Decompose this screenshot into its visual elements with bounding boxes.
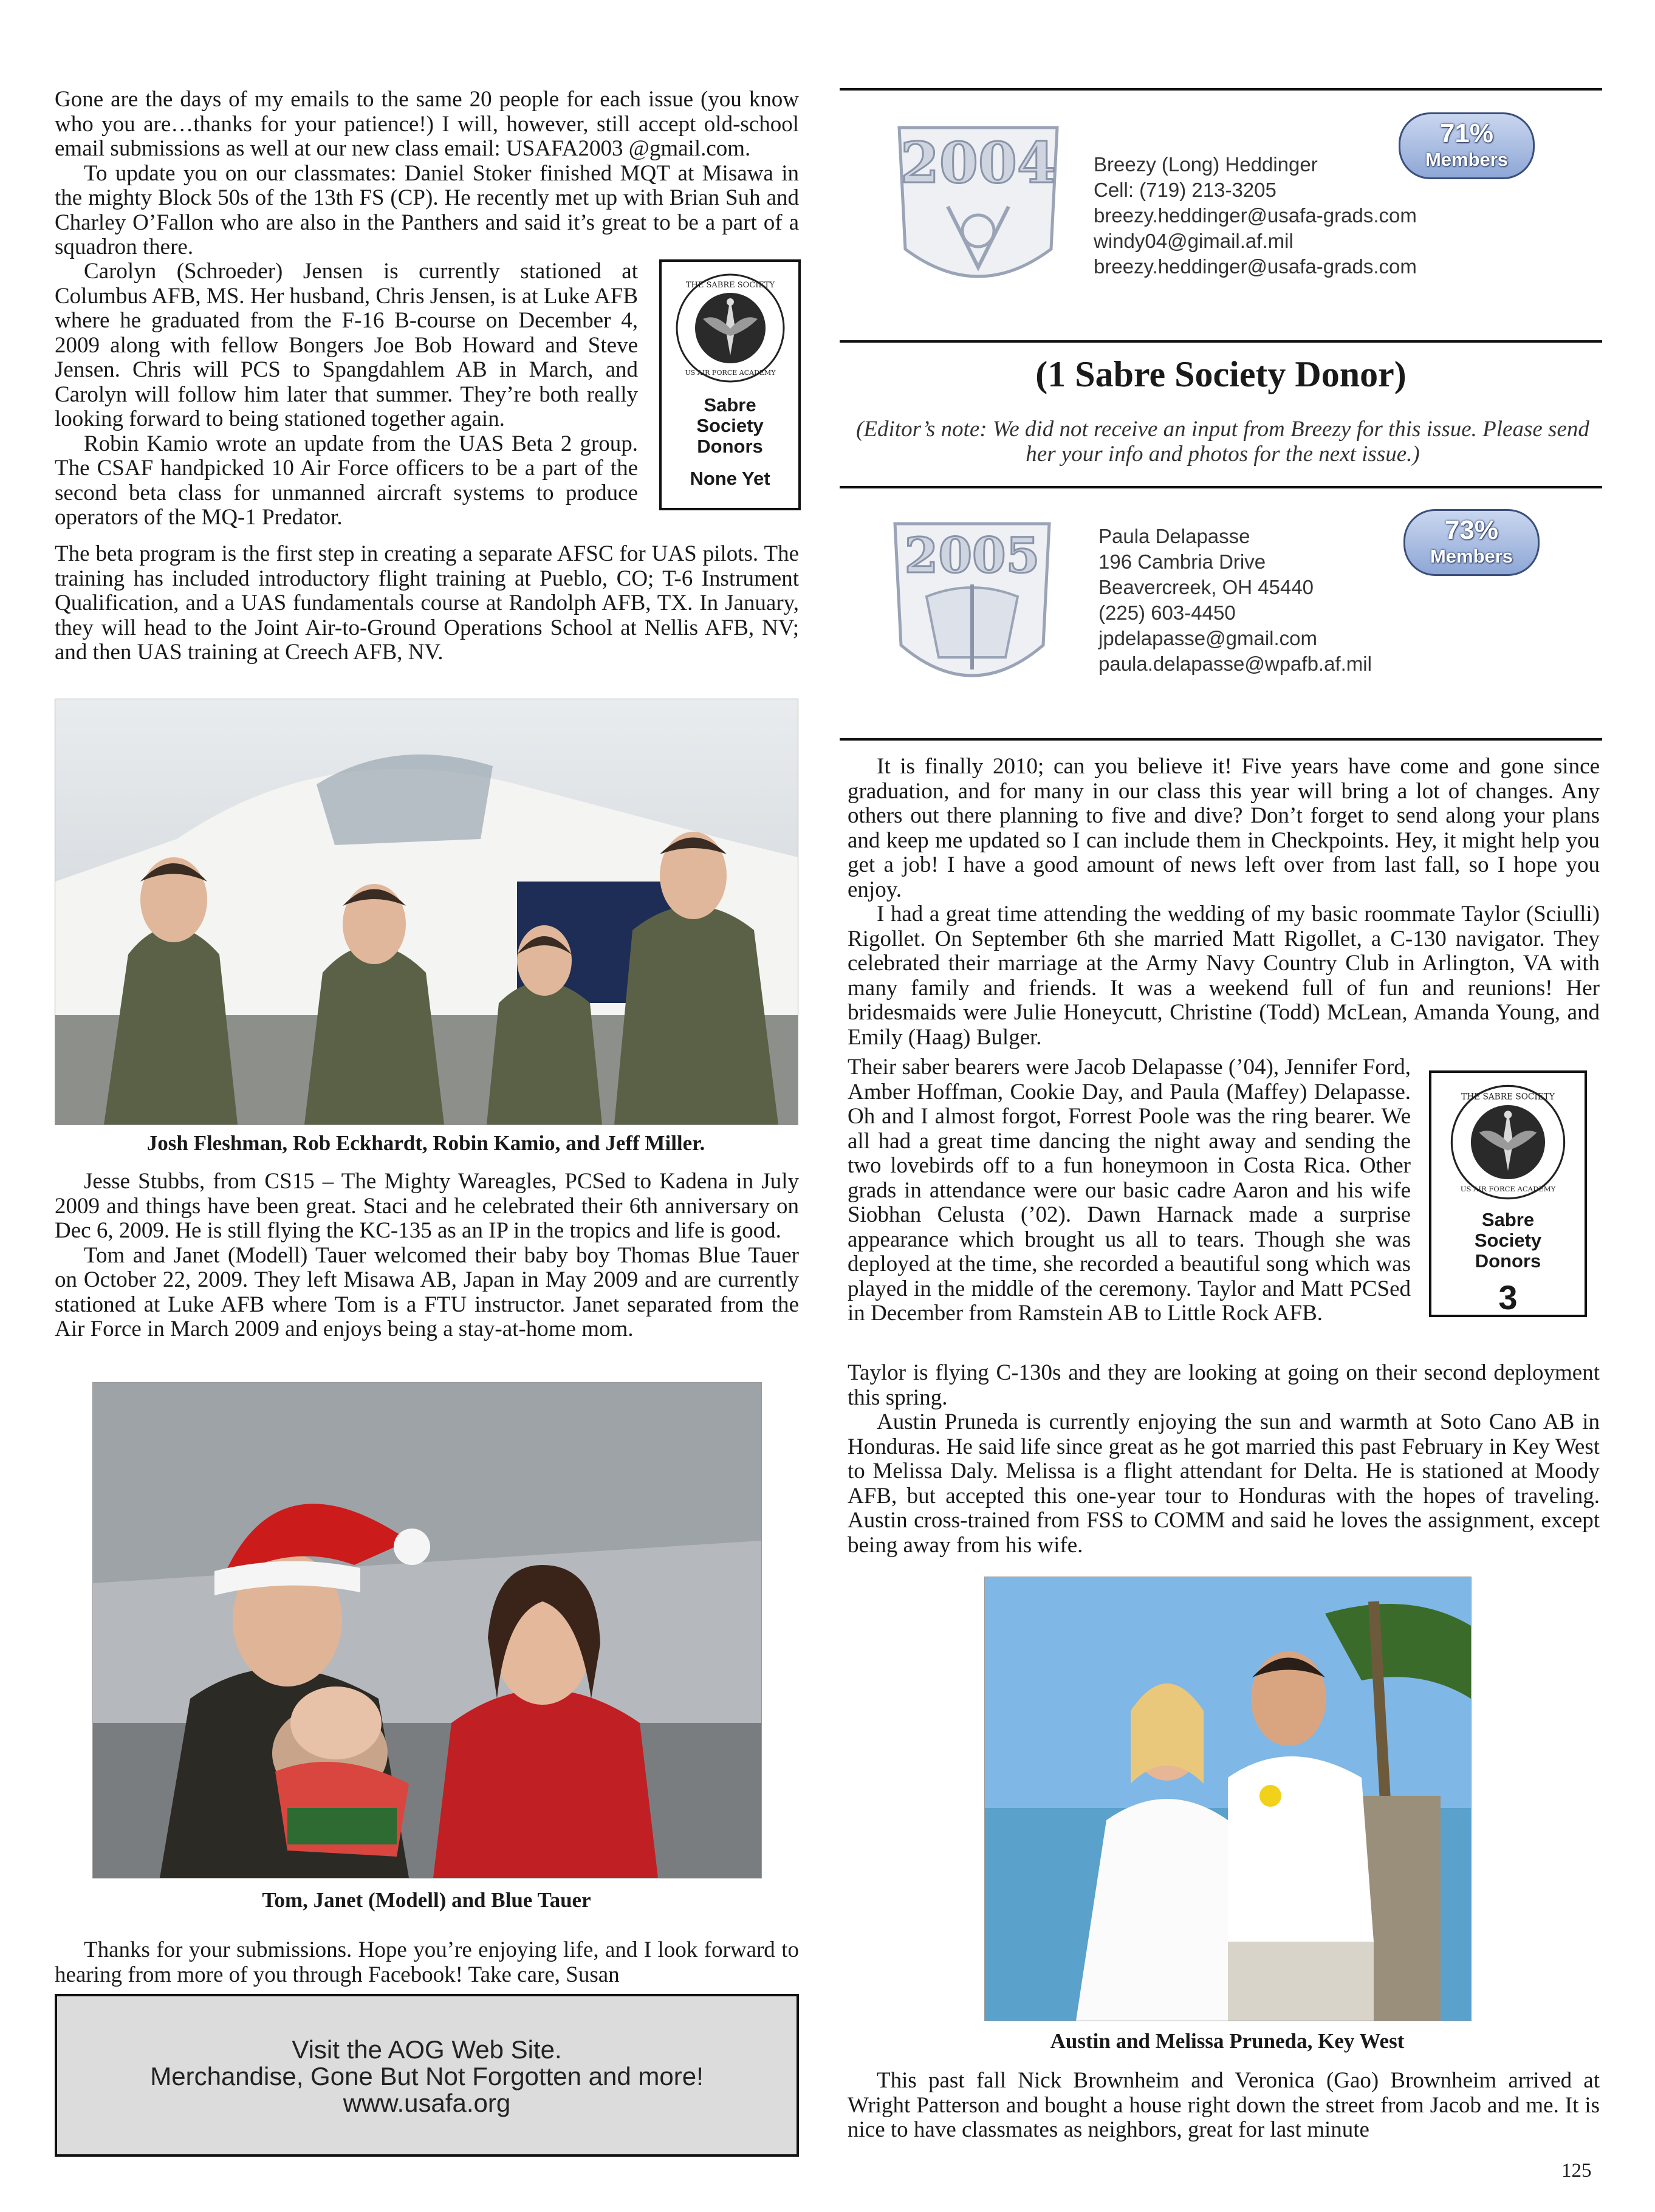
svg-text:THE SABRE SOCIETY: THE SABRE SOCIETY — [1461, 1092, 1555, 1102]
page-number: 125 — [1561, 2160, 1592, 2182]
class-2004-name: Breezy (Long) Heddinger — [1094, 153, 1318, 176]
svg-text:US AIR FORCE ACADEMY: US AIR FORCE ACADEMY — [685, 369, 775, 377]
aog-line2: Merchandise, Gone But Not Forgotten and more! — [150, 2062, 704, 2090]
class-2005-membership-badge — [1403, 509, 1540, 576]
rule-mid-right-3 — [840, 738, 1602, 741]
sabre-society-seal-icon — [673, 270, 788, 386]
left-wrap-text — [55, 259, 638, 530]
right-wrap-text — [848, 1055, 1411, 1326]
aog-line1: Visit the AOG Web Site. — [292, 2035, 562, 2064]
stoker-paragraph: To update you on our classmates: Daniel Stoker finished MQT at Misawa in the mighty Block 50s of the 13th FS (CP). He recently met up with Brian Suh and Charley O’Fallon who are also in the Panthers and said it’s great to be a part of a squadron there. — [55, 160, 799, 259]
sabre-donor-title: (1 Sabre Society Donor) — [1035, 354, 1407, 394]
aog-url-link[interactable]: www.usafa.org — [343, 2089, 511, 2117]
rule-mid-right-1 — [840, 340, 1602, 343]
rule-mid-right-2 — [840, 486, 1602, 488]
austin-paragraph: Austin Pruneda is currently enjoying the sun and warmth at Soto Cano AB in Honduras. He said life since great as he got married this past February in Key West to Melissa Daly. Melissa is a flight attendant for Delta. He is stationed at Moody AFB, but accepted this one-year tour to Honduras with the hopes of traveling. Austin cross-trained from FSS to COMM and said he loves the assignment, except being away from his wife. — [848, 1409, 1600, 1558]
left-mid-text — [55, 1169, 799, 1342]
photo-tauer-family — [92, 1382, 762, 1878]
left-closing — [55, 1938, 799, 1987]
class-2005-crest-year: 2005 — [904, 527, 1040, 584]
svg-text:US AIR FORCE ACADEMY: US AIR FORCE ACADEMY — [1460, 1185, 1556, 1194]
sabre-society-label-right: Sabre Society Donors — [1474, 1209, 1542, 1272]
right-after-wrap — [848, 1361, 1600, 1558]
sabre-society-label: Sabre Society Donors — [696, 394, 764, 457]
tauer-paragraph: Tom and Janet (Modell) Tauer welcomed their baby boy Thomas Blue Tauer on October 22, 2009. They left Misawa AB, Japan in May 2009 and are currently stationed at Luke AFB where Tom is a FTU instructor. Janet separated from the Air Force in March 2009 and enjoys being a stay-at-home mom. — [55, 1242, 799, 1341]
closing-paragraph: Thanks for your submissions. Hope you’re enjoying life, and I look forward to hearing from more of you through Facebook! Take care, Susan — [55, 1937, 799, 1987]
brownheim-paragraph: This past fall Nick Brownheim and Veronica (Gao) Brownheim arrived at Wright Patterson and bought a house right down the street from Jacob and me. It is nice to have classmates as neighbors, great for last minute — [848, 2068, 1600, 2142]
sabre-society-box-left — [659, 259, 801, 510]
class-2005-email2[interactable]: paula.delapasse@wpafb.af.mil — [1098, 652, 1372, 675]
class-2005-membership-label: Members — [1430, 546, 1513, 567]
class-2004-contact — [1094, 152, 1458, 279]
class-2004-membership-pct: 71% — [1439, 118, 1494, 148]
stubbs-paragraph: Jesse Stubbs, from CS15 – The Mighty Wareagles, PCSed to Kadena in July 2009 and things have been great. Staci and he celebrated their 6th anniversary on Dec 6, 2009. He is still flying the KC-135 as an IP in the tropics and life is good. — [55, 1169, 799, 1243]
photo-pruneda-wedding-caption: Austin and Melissa Pruneda, Key West — [1050, 2029, 1405, 2053]
right-top-text — [848, 755, 1600, 1050]
class-2004-email2[interactable]: windy04@gimail.af.mil — [1094, 230, 1294, 252]
right-last-text — [848, 2069, 1600, 2143]
wedding-wrap-paragraph: Their saber bearers were Jacob Delapasse (’04), Jennifer Ford, Amber Hoffman, Cookie Day, and Paula (Maffey) Delapasse. Oh and I almost forgot, Forrest Poole was the ring bearer. We all had a great time dancing the night away and sending the two lovebirds off to a fun honeymoon in Costa Rica. Other grads in attendance were our basic cadre Aaron and his wife Siobhan Celusta (’02). Dawn Harnack made a surprise appearance which brought us all to tears. Though she was deployed at the time, she recorded a beautiful song which was played in the middle of the ceremony. Taylor and Matt PCSed in December from Ramstein AB to Little Rock AFB. — [848, 1055, 1411, 1326]
class-2005-address2: Beavercreek, OH 45440 — [1098, 576, 1314, 598]
editors-note: (Editor’s note: We did not receive an input from Breezy for this issue. Please send her your info and photos for the next issue.) — [856, 417, 1589, 467]
wedding-after-paragraph: Taylor is flying C-130s and they are looking at going on their second deployment this spring. — [848, 1360, 1600, 1410]
class-2004-cell: Cell: (719) 213-3205 — [1094, 179, 1276, 201]
finally-2010-paragraph: It is finally 2010; can you believe it! Five years have come and gone since graduation, and for many in our class this year will bring a lot of changes. Any others out there planning to five and dive? Don’t forget to send along your plans and keep me updated so I can include them in Checkpoints. Hey, it might help you get a job! I have a good amount of news left over from last fall, so I hope you enjoy. — [848, 754, 1600, 902]
photo-uas-pilots-caption: Josh Fleshman, Rob Eckhardt, Robin Kamio, and Jeff Miller. — [146, 1131, 705, 1155]
jensen-paragraph: Carolyn (Schroeder) Jensen is currently stationed at Columbus AFB, MS. Her husband, Chris Jensen, is at Luke AFB where he graduated from the F-16 B-course on December 4, 2009 along with fellow Bongers Joe Bob Howard and Steve Jensen. Chris will PCS to Spangdahlem AB in March, and Carolyn will follow him later that summer. They’re both really looking forward to being stationed together again. — [55, 259, 638, 431]
class-2005-address1: 196 Cambria Drive — [1098, 550, 1266, 573]
svg-text:THE SABRE SOCIETY: THE SABRE SOCIETY — [685, 281, 775, 290]
aog-website-ad — [55, 1994, 799, 2157]
class-2005-email1[interactable]: jpdelapasse@gmail.com — [1098, 627, 1318, 649]
photo-uas-pilots-image — [55, 699, 798, 1125]
class-2004-membership-label: Members — [1425, 149, 1509, 170]
class-2004-crest — [887, 115, 1069, 310]
beta-program-paragraph: The beta program is the first step in creating a separate AFSC for UAS pilots. The training has included introductory flight training at Pueblo, CO; T-6 Instrument Qualification, and a UAS fundamentals course at Randolph AFB, TX. In January, they will head to the Joint Air-to-Ground Operations School at Nellis AFB, NV; and then UAS training at Creech AFB, NV. — [55, 541, 799, 665]
photo-pruneda-wedding — [984, 1577, 1472, 2021]
class-2005-phone: (225) 603-4450 — [1098, 601, 1236, 624]
sabre-society-seal-icon-right — [1447, 1081, 1569, 1203]
wedding-intro-paragraph: I had a great time attending the wedding of my basic roommate Taylor (Sciulli) Rigollet. On September 6th she married Matt Rigollet, a C-130 navigator. They celebrated their marriage at the Army Navy Country Club in Arlington, VA with many family and friends. It was a weekend full of fun and reunions! Her bridesmaids were Julie Honeycutt, Christine (Todd) McLean, Amanda Young, and Emily (Haag) Bulger. — [848, 902, 1600, 1050]
sabre-society-value-right: 3 — [1498, 1278, 1518, 1317]
class-2004-crest-year: 2004 — [900, 130, 1057, 196]
sabre-society-box-right — [1429, 1070, 1587, 1317]
left-column-top — [55, 87, 799, 260]
class-2005-membership-pct: 73% — [1444, 515, 1499, 545]
sabre-society-value: None Yet — [690, 468, 770, 489]
class-2004-email3[interactable]: breezy.heddinger@usafa-grads.com — [1094, 255, 1417, 278]
class-2005-name: Paula Delapasse — [1098, 525, 1250, 547]
photo-uas-pilots — [55, 699, 798, 1125]
class-2005-crest-icon — [884, 512, 1060, 712]
photo-tauer-family-image — [93, 1383, 761, 1878]
class-2004-crest-icon — [887, 115, 1069, 310]
left-after-wrap — [55, 542, 799, 665]
kamio-paragraph: Robin Kamio wrote an update from the UAS Beta 2 group. The CSAF handpicked 10 Air Force officers to be a part of the second beta class for unmanned aircraft systems to produce operators of the MQ-1 Predator. — [55, 431, 638, 530]
photo-pruneda-wedding-image — [985, 1577, 1471, 2021]
class-2004-email1[interactable]: breezy.heddinger@usafa-grads.com — [1094, 204, 1417, 227]
intro-paragraph: Gone are the days of my emails to the same 20 people for each issue (you know who you are…thanks for your patience!) I will, however, still accept old-school email submissions as well at our new class email: USAFA2003 @gmail.com. — [55, 87, 799, 161]
rule-top-right — [840, 88, 1602, 91]
class-2005-crest — [884, 512, 1060, 712]
class-2004-membership-badge — [1399, 112, 1535, 179]
photo-tauer-family-caption: Tom, Janet (Modell) and Blue Tauer — [262, 1888, 591, 1912]
